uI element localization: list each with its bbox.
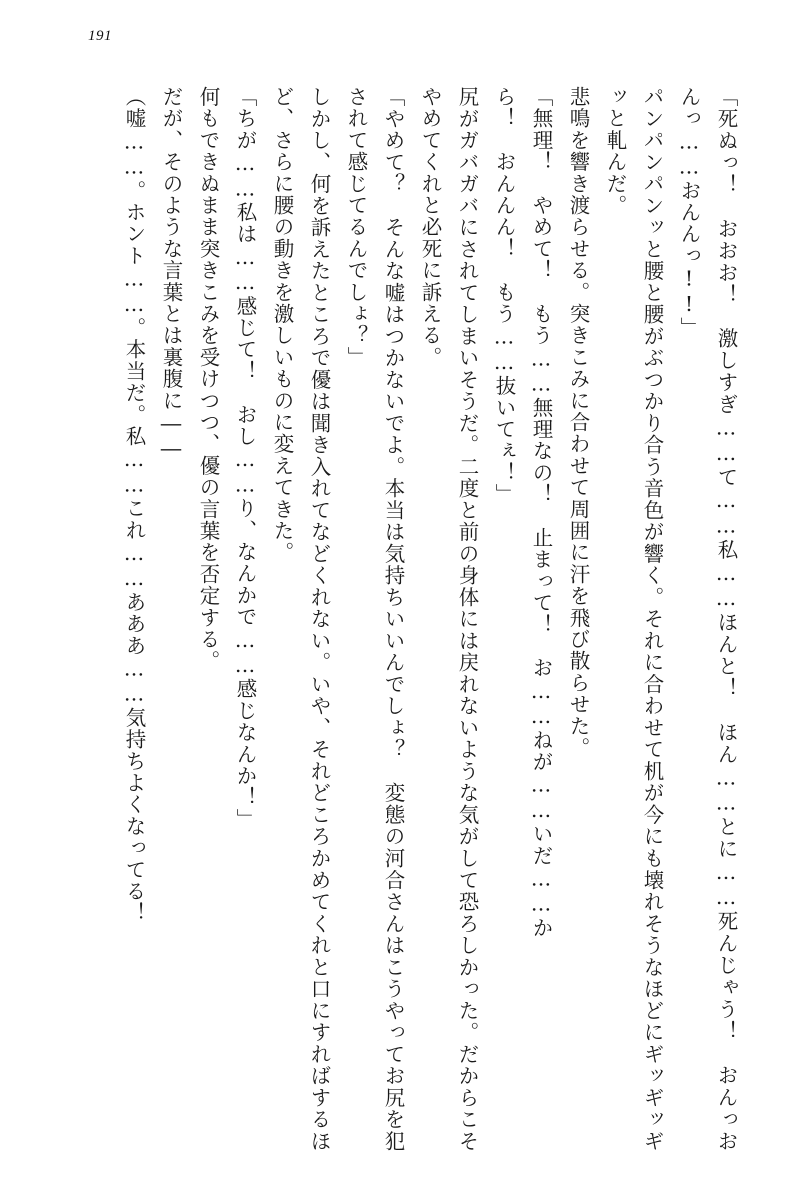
paragraph: ら！ おんんん！ もう……抜いてぇ！」 — [492, 86, 516, 506]
paragraph: しかし、何を訴えたところで優は聞き入れてなどくれない。いや、それどころかめてくれと口にすればするほど、さらに腰の動きを激しいものに変えてきた。 — [270, 86, 331, 1152]
paragraph: パンパンパンッと腰と腰がぶつかり合う音色が響く。それに合わせて机が今にも壊れそうなほどにギッギッギッと軋んだ。 — [603, 86, 664, 1152]
paragraph: 悲鳴を響き渡らせる。突きこみに合わせて周囲に汗を飛び散らせた。 — [566, 86, 590, 759]
page-number: 191 — [88, 28, 112, 44]
paragraph: 「死ぬっ！ おおお！ 激しすぎ……て……私……ほんと！ ほん……とに……死んじゃう！ おんっおんっ……おんんっ!!」 — [677, 86, 738, 1152]
paragraph: 「無理！ やめて！ もう……無理なの！ 止まって！ お……ねが……いだ……か — [529, 86, 553, 939]
paragraph: （嘘……。ホント……。本当だ。私……これ……あああ……気持ちよくなってる！ — [122, 86, 146, 924]
paragraph: 「ちが……私は……感じて！ おし……り、なんかで……感じなんか！」 — [233, 86, 257, 831]
paragraph: だが、そのような言葉とは裏腹に―― — [159, 86, 183, 462]
page-text-body — [52, 86, 744, 1152]
paragraph: 何もできぬまま突きこみを受けつつ、優の言葉を否定する。 — [196, 86, 220, 672]
paragraph: 「やめて？ そんな嘘はつかないでよ。本当は気持ちいいんでしょ？ 変態の河合さんはこうやってお尻を犯されて感じてるんでしょ？」 — [344, 86, 405, 1152]
paragraph: 尻がガバガバにされてしまいそうだ。二度と前の身体には戻れないような気がして恐ろしかった。だからこそやめてくれと必死に訴える。 — [418, 86, 479, 1152]
